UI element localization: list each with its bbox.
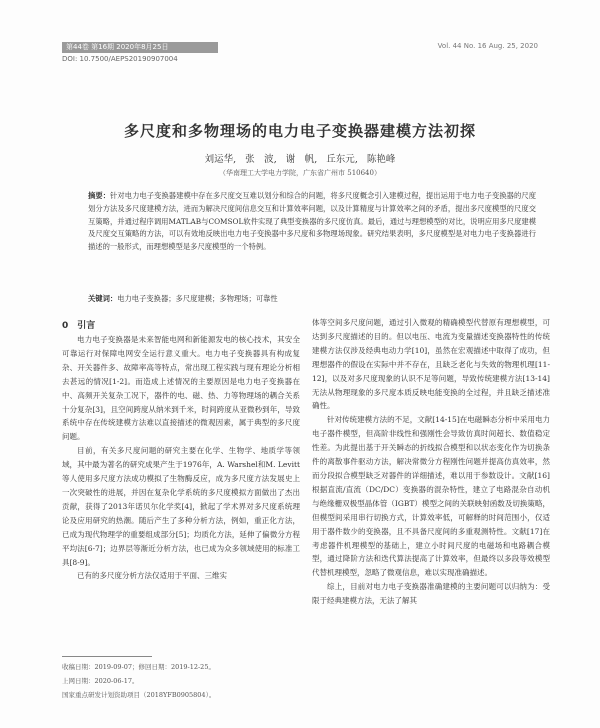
footnote-fund: 国家重点研发计划资助项目（2018YFB0905804）。: [62, 691, 216, 699]
paragraph: 针对传统建模方法的不足，文献[14-15]在电磁瞬态分析中采用电力电子器件模型，但高阶非线性和强刚性会导致仿真时间超长、数值稳定性差。为此提出基于开关瞬态的折线拟合模型和以状态变化作为切换条件的离散事件驱动方法，解决常微分方程刚性问题并提高仿真效率，然而分段拟合模型缺乏对器件的详细描述，难以用于参数设计。文献[16]根据直流/直流（DC/DC）变换器的混杂特性，建立了电路混杂自动机与绝缘栅双极型晶体管（IGBT）模型之间的关联映射函数及切换策略，但模型间采用串行切换方式，计算效率低，可解释的时间范围小，仅适用于器件数少的变换器，且不具备尺度间的多重观测特性。文献[17]在考虑器件机理模型的基础上，建立小时间尺度的电磁场和电路耦合模型，通过降阶方法和迭代算法提高了计算效率，但最终以多段等效模型代替机理模型，忽略了微观信息，难以实现准确描述。: [312, 415, 550, 578]
keywords: [88, 293, 536, 305]
author: 丘东元: [326, 154, 355, 165]
journal-volume: Vol. 44 No. 16 Aug. 25, 2020: [437, 42, 538, 50]
paragraph: 体等空间多尺度问题，通过引入微观的精确模型代替原有理想模型，可达到多尺度描述的目的。但以电压、电流为变量描述变换器特性的传统建模方法仅涉及经典电动力学[10]，虽然在宏观描述中取得了成功，但理想器件的假设在实际中并不存在，且缺乏老化与失效的物理机理[11-12]，以及对多尺度现象的认识不足等问题，导致传统建模方法[13-14]无法从物理现象的多尺度本质反映电能变换的全过程，并且缺乏描述准确性。: [312, 318, 550, 411]
affiliation: （华南理工大学电力学院，广东省广州市 510640）: [219, 169, 381, 177]
doi: DOI: 10.7500/AEPS20190907004: [62, 55, 178, 63]
abstract: [88, 190, 536, 254]
paragraph: 电力电子变换器是未来智能电网和新能源发电的核心技术，其安全可靠运行对保障电网安全运行意义重大。电力电子变换器具有构成复杂、开关器件多、故障率高等特点，常出现工程实践与现有理论分析相去甚远的情况[1-2]。而造成上述情况的主要原因是电力电子变换器在中、高频开关复杂工况下，器件的电、磁、热、力等物理场的耦合关系十分复杂[3]，且空间跨度从纳米到千米，时间跨度从亚微秒到年，导致系统中存在传统建模方法难以直接描述的微观因素，属于典型的多尺度问题。: [62, 335, 300, 442]
author: 谢 帆: [285, 154, 315, 165]
paragraph: 综上，目前对电力电子变换器准确建模的主要问题可以归纳为：受限于经典建模方法，无法了解其: [312, 582, 550, 606]
keywords-text: 电力电子变换器；多尺度建模；多物理场；可靠性: [117, 294, 278, 303]
paper-title: 多尺度和多物理场的电力电子变换器建模方法初探: [123, 122, 476, 140]
paragraph: 已有的多尺度分析方法仅适用于平面、三维实: [77, 571, 227, 581]
footnote-online: 上网日期：2020-06-17。: [62, 677, 139, 685]
paragraph: 目前，有关多尺度问题的研究主要在化学、生物学、地质学等领域，其中最为著名的研究成果产生于1976年，A. Warshel和M. Levitt等人使用多尺度方法成功模拟了生物酶反应，成为多尺度方法发展史上一次突破性的进展，并因在复杂化学系统的多尺度模拟方面做出了杰出贡献，获得了2013年诺贝尔化学奖[4]，掀起了学术界对多尺度系统理论及应用研究的热潮。随后产生了多种分析方法，例如，重正化方法，已成为现代物理学的重要组成部分[5]；均质化方法，延伸了偏微分方程平均法[6-7]；边界层等渐近分析方法，也已成为众多领域使用的标准工具[8-9]。: [62, 446, 300, 567]
body-column-left: [62, 333, 300, 651]
author: 陈艳峰: [366, 154, 396, 165]
author: 刘运华: [204, 154, 234, 165]
footnote-divider: [62, 656, 152, 657]
author-list: 刘运华, 张 波, 谢 帆, 丘东元, 陈艳峰: [204, 154, 396, 165]
body-column-right: [312, 316, 550, 728]
journal-issue-banner: 第44卷 第16期 2020年8月25日: [62, 42, 218, 53]
footnote-received: 收稿日期：2019-09-07；修回日期：2019-12-25。: [62, 663, 215, 671]
author: 张 波: [245, 154, 274, 165]
section-heading-introduction: 0 引言: [62, 321, 96, 331]
abstract-text: 针对电力电子变换器建模中存在多尺度交互难以划分和综合的问题，将多尺度概念引入建模过程，提出运用于电力电子变换器的尺度划分方法及多尺度建模方法，进而为解决尺度间信息交互和计算效率问题，以及计算精度与计算效率之间的矛盾，提出多尺度模型的尺度交互策略，并通过程序调用MATLAB与COMSOL软件实现了典型变换器的多尺度仿真。最后，通过与理想模型的对比，说明应用多尺度建模及尺度交互策略的方法，可以有效地反映出电力电子变换器中多尺度和多物理场现象。研究结果表明，多尺度模型是对电力电子变换器进行描述的一般形式，而理想模型是多尺度模型的一个特例。: [88, 191, 537, 252]
abstract-label: 摘要：: [88, 191, 111, 200]
keywords-label: 关键词：: [88, 294, 118, 303]
